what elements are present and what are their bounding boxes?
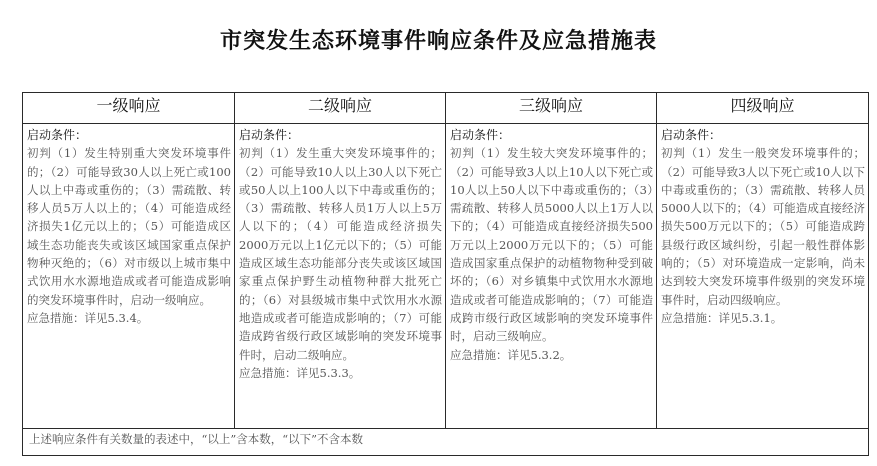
condition-label: 启动条件： [27,128,88,142]
level-4-cell [657,124,869,429]
footnote: 上述响应条件有关数量的表述中，“以上”含本数，“以下”不含本数 [23,429,869,456]
response-conditions-table [22,92,869,456]
measures-text: 应急措施：详见5.3.3。 [239,365,361,380]
column-header-level-2: 二级响应 [235,93,446,124]
table-footnote-row [23,429,869,456]
measures-text: 应急措施：详见5.3.4。 [27,310,149,325]
level-1-cell [23,124,235,429]
condition-text: 初判（1）发生特别重大突发环境事件的；（2）可能导致30人以上死亡或100人以上中毒或重伤的；（3）需疏散、转移人员5万人以上的；（4）可能造成经济损失1亿元以上的；（5）可能造成区域生态功能丧失或该区域国家重点保护物种灭绝的；（6）对市级以上城市集中式饮用水水源地造成或者可能造成影响的突发环境事件时，启动一级响应。 [27,146,231,307]
measures-text: 应急措施：详见5.3.2。 [450,347,572,362]
measures-text: 应急措施：详见5.3.1。 [661,310,783,325]
column-header-level-1: 一级响应 [23,93,235,124]
page-title: 市突发生态环境事件响应条件及应急措施表 [219,28,657,54]
condition-text: 初判（1）发生较大突发环境事件的；（2）可能导致3人以上10人以下死亡或10人以上50人以下中毒或重伤的；（3）需疏散、转移人员5000人以上1万人以下的；（4）可能造成直接经济损失500万元以上2000万元以下的；（5）可能造成国家重点保护的动植物物种受到破坏的；（6）对乡镇集中式饮用水水源地造成或者可能造成影响的；（7）可能造成跨市级行政区域影响的突发环境事件时，启动三级响应。 [450,146,653,344]
condition-label: 启动条件： [450,128,511,142]
table-header-row [23,93,869,124]
column-header-level-3: 三级响应 [446,93,657,124]
level-2-cell [235,124,446,429]
condition-text: 初判（1）发生重大突发环境事件的；（2）可能导致10人以上30人以下死亡或50人以上100人以下中毒或重伤的；（3）需疏散、转移人员1万人以上5万人以下的；（4）可能造成经济损失2000万元以上1亿元以下的；（5）可能造成区域生态功能部分丧失或该区域国家重点保护野生动植物种群大批死亡的；（6）对县级城市集中式饮用水水源地造成或者可能造成影响的；（7）可能造成跨省级行政区域影响的突发环境事件时，启动二级响应。 [239,146,442,362]
table-content-row [23,124,869,429]
level-3-cell [446,124,657,429]
condition-label: 启动条件： [661,128,722,142]
column-header-level-4: 四级响应 [657,93,869,124]
condition-text: 初判（1）发生一般突发环境事件的；（2）可能导致3人以下死亡或10人以下中毒或重伤的；（3）需疏散、转移人员5000人以下的；（4）可能造成直接经济损失500万元以下的；（5）可能造成跨县级行政区域纠纷，引起一般性群体影响的；（5）对环境造成一定影响，尚未达到较大突发环境事件级别的突发环境事件时，启动四级响应。 [661,146,865,307]
condition-label: 启动条件： [239,128,300,142]
